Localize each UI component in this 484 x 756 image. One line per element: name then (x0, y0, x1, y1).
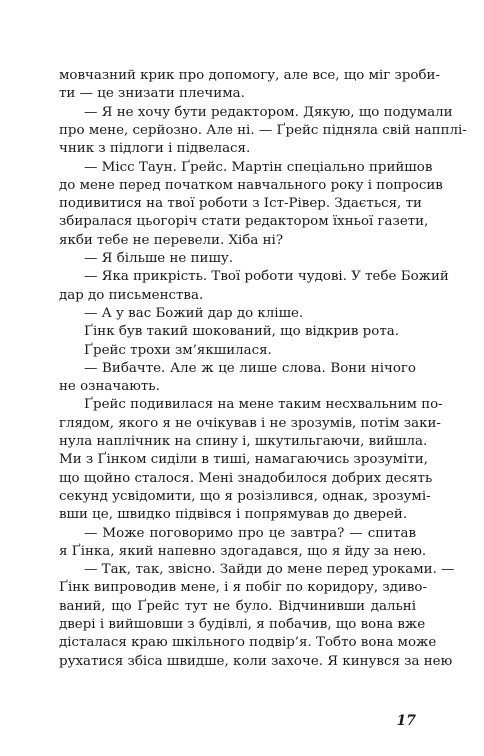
text-line: чник з підлоги і підвелася. (59, 141, 251, 157)
text-line: вши це, швидко підвівся і попрямував до дверей. (59, 507, 408, 523)
text-line: якби тебе не перевели. Хіба ні? (59, 232, 283, 248)
text-line: рухатися збіса швидше, коли захоче. Я кинувся за нею (59, 653, 453, 669)
text-line: — Яка прикрість. Твої роботи чудові. У тебе Божий (84, 269, 449, 285)
text-line: я Ґінка, який напевно здогадався, що я йду за нею. (59, 543, 427, 559)
text-line: дісталася краю шкільного подвір’я. Тобто вона може (59, 635, 437, 651)
text-line: — Я не хочу бути редактором. Дякую, що подумали (84, 104, 453, 120)
text-line: подивитися на твої роботи з Іст-Рівер. Здається, ти (59, 196, 422, 212)
text-line: — Так, так, звісно. Зайди до мене перед уроками. — (84, 562, 455, 578)
text-line: Ґінк був такий шокований, що відкрив рота. (84, 324, 399, 340)
text-line: збиралася цьогоріч стати редактором їхньої газети, (59, 214, 429, 230)
text-line: секунд усвідомити, що я розізлився, однак, зрозумі- (59, 488, 431, 504)
text-line: — Може поговоримо про це завтра? — спитав (84, 525, 416, 541)
text-line: — Я більше не пишу. (84, 251, 234, 266)
text-line: нула наплічник на спину і, шкутильгаючи, вийшла. (59, 434, 428, 449)
text-line: двері і вийшовши з будівлі, я побачив, що вона вже (59, 617, 426, 632)
text-line: мовчазний крик про допомогу, але все, що міг зроби- (59, 68, 441, 83)
text-line: ваний, що Ґрейс тут не було. Відчинивши дальні (59, 598, 416, 614)
text-line: про мене, серйозно. Але ні. — Ґрейс підняла свій напплі- (59, 122, 467, 138)
page-number: 17 (396, 713, 416, 729)
text-line: ти — це знизати плечима. (59, 86, 245, 102)
text-line: Ґрейс подивилася на мене таким несхвальним по- (84, 397, 443, 413)
text-line: до мене перед початком навчального року і попросив (59, 177, 443, 193)
text-line: Ґрейс трохи зм’якшилася. (84, 342, 272, 358)
text-line: не означають. (59, 379, 160, 395)
text-line: — Місс Таун. Ґрейс. Мартін спеціально прийшов (84, 159, 433, 175)
text-line: — Вибачте. Але ж це лише слова. Вони нічого (84, 360, 416, 376)
text-line: глядом, якого я не очікував і не зрозумів, потім заки- (59, 415, 441, 431)
text-line: дар до письменства. (59, 287, 204, 303)
text-line: Ґінк випроводив мене, і я побіг по коридору, здиво- (59, 580, 428, 596)
text-line: — А у вас Божий дар до кліше. (84, 305, 304, 321)
text-line: що щойно сталося. Мені знадобилося добрих десять (59, 470, 433, 486)
text-line: Ми з Ґінком сиділи в тиші, намагаючись зрозуміти, (59, 452, 428, 468)
